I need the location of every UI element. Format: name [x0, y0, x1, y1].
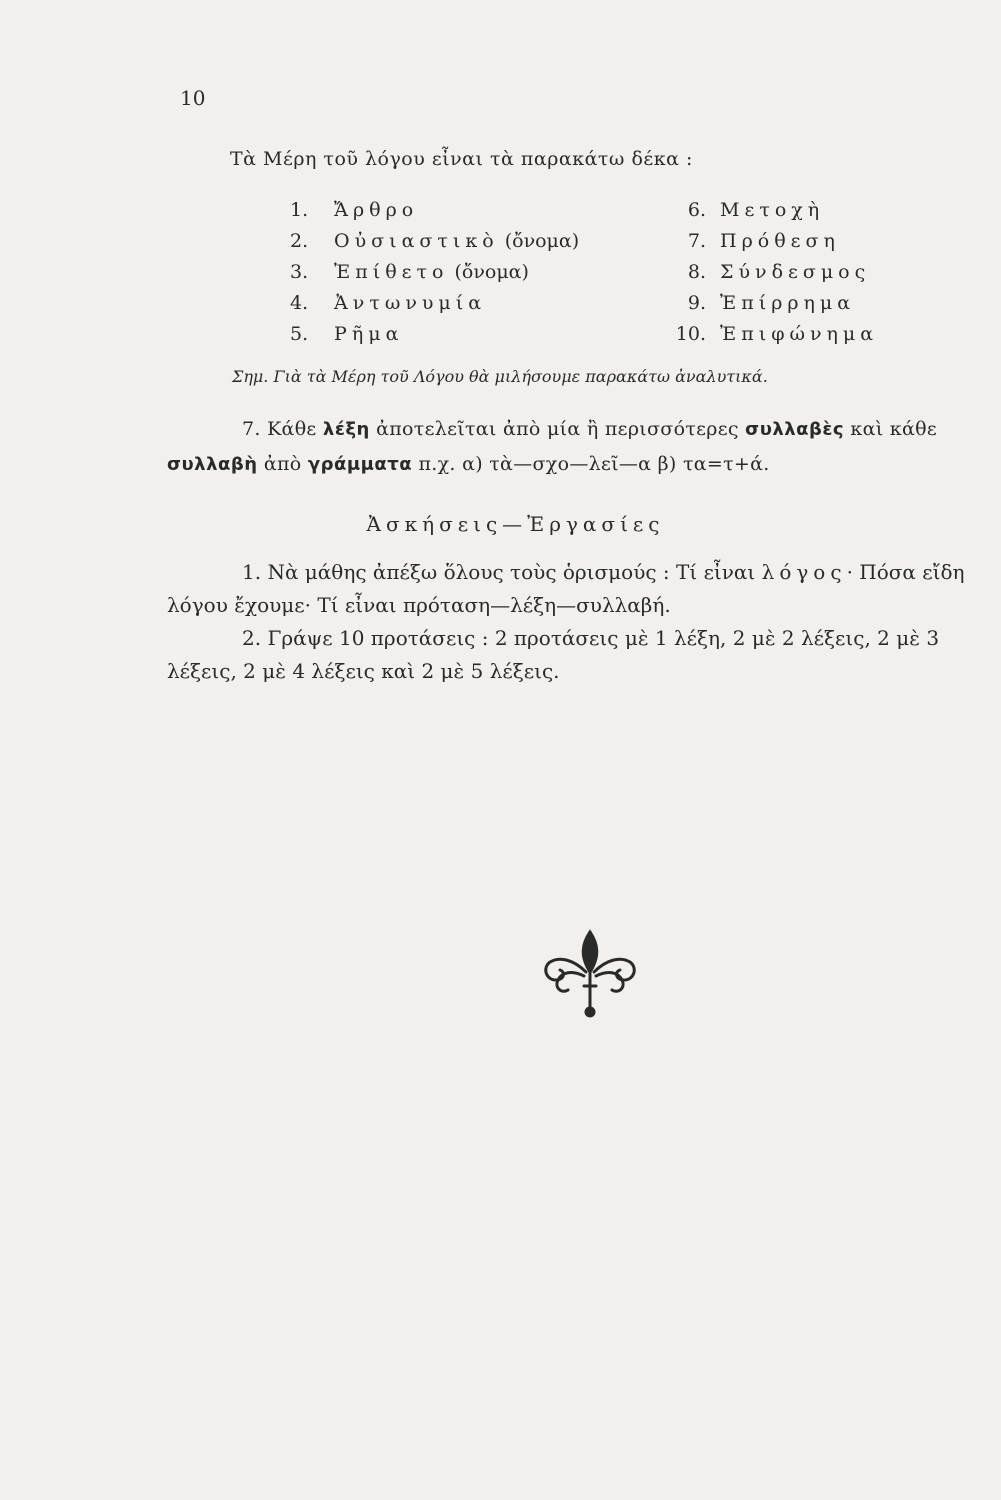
paragraph-7 — [167, 412, 977, 482]
item-number: 10. — [675, 323, 706, 345]
list-item — [290, 195, 579, 226]
list-item — [290, 226, 579, 257]
item-note: (ὄνομα) — [454, 261, 529, 283]
item-number: 4. — [290, 292, 309, 314]
list-item — [290, 257, 579, 288]
item-number: 6. — [687, 199, 706, 221]
item-name: Ἐπιφώνημα — [720, 323, 879, 345]
list-item — [660, 288, 878, 319]
bold-term: συλλαβὴ — [167, 454, 258, 475]
paragraph-text: 7. Κάθε — [242, 418, 323, 440]
page-number: 10 — [180, 86, 206, 110]
list-item — [290, 319, 579, 350]
item-number: 5. — [290, 323, 309, 345]
list-item — [660, 257, 878, 288]
exercise-spaced-word: λόγος — [761, 560, 847, 584]
fleur-de-lis-ornament-icon — [538, 926, 642, 1020]
item-name: Ἄρθρο — [334, 199, 419, 221]
parts-of-speech-list-left — [290, 195, 579, 350]
exercise-text: · Πόσα εἴδη λόγου ἔχουμε· Τί εἶναι πρόταση—λέξη—συλλαβή. — [167, 560, 965, 617]
bold-term: γράμματα — [307, 454, 413, 475]
section-title: Ἀσκήσεις—Ἐργασίες — [366, 512, 665, 536]
item-name: Πρόθεση — [720, 230, 840, 252]
exercise-text: 1. Νὰ μάθης ἀπέξω ὅλους τοὺς ὁρισμούς : Τί εἶναι — [242, 560, 762, 584]
item-name: Ἐπίρρημα — [720, 292, 856, 314]
note-line: Σημ. Γιὰ τὰ Μέρη τοῦ Λόγου θὰ μιλήσουμε παρακάτω ἀναλυτικά. — [232, 367, 768, 386]
bold-term: συλλαβὲς — [745, 419, 845, 440]
item-number: 3. — [290, 261, 309, 283]
paragraph-text: ἀποτελεῖται ἀπὸ μία ἢ περισσότερες — [369, 418, 746, 440]
paragraph-text: ἀπὸ — [257, 453, 308, 475]
paragraph-text: π.χ. α) τὰ—σχο—λεῖ—α β) τα=τ+ά. — [412, 453, 770, 475]
list-item — [660, 195, 878, 226]
item-note: (ὄνομα) — [504, 230, 580, 252]
list-item — [290, 288, 579, 319]
exercise-1 — [167, 556, 981, 622]
item-number: 7. — [687, 230, 706, 252]
item-name: Οὐσιαστικὸ — [334, 230, 499, 252]
item-number: 8. — [687, 261, 706, 283]
bold-term: λέξη — [322, 419, 370, 440]
parts-of-speech-list-right — [660, 195, 878, 350]
intro-sentence: Τὰ Μέρη τοῦ λόγου εἶναι τὰ παρακάτω δέκα : — [230, 148, 693, 170]
item-name: Ἀντωνυμία — [334, 292, 487, 314]
item-name: Μετοχὴ — [720, 199, 825, 221]
item-name: Ρῆμα — [334, 323, 404, 345]
exercise-2: 2. Γράψε 10 προτάσεις : 2 προτάσεις μὲ 1 λέξη, 2 μὲ 2 λέξεις, 2 μὲ 3 λέξεις, 2 μὲ 4 λέξεις καὶ 2 μὲ 5 λέξεις. — [167, 626, 940, 683]
item-number: 2. — [290, 230, 309, 252]
item-name: Ἐπίθετο — [334, 261, 449, 283]
item-number: 9. — [687, 292, 706, 314]
item-name: Σύνδεσμος — [720, 261, 871, 283]
list-item — [660, 319, 878, 350]
paragraph-text: καὶ κάθε — [844, 418, 938, 440]
item-number: 1. — [290, 199, 309, 221]
list-item — [660, 226, 878, 257]
